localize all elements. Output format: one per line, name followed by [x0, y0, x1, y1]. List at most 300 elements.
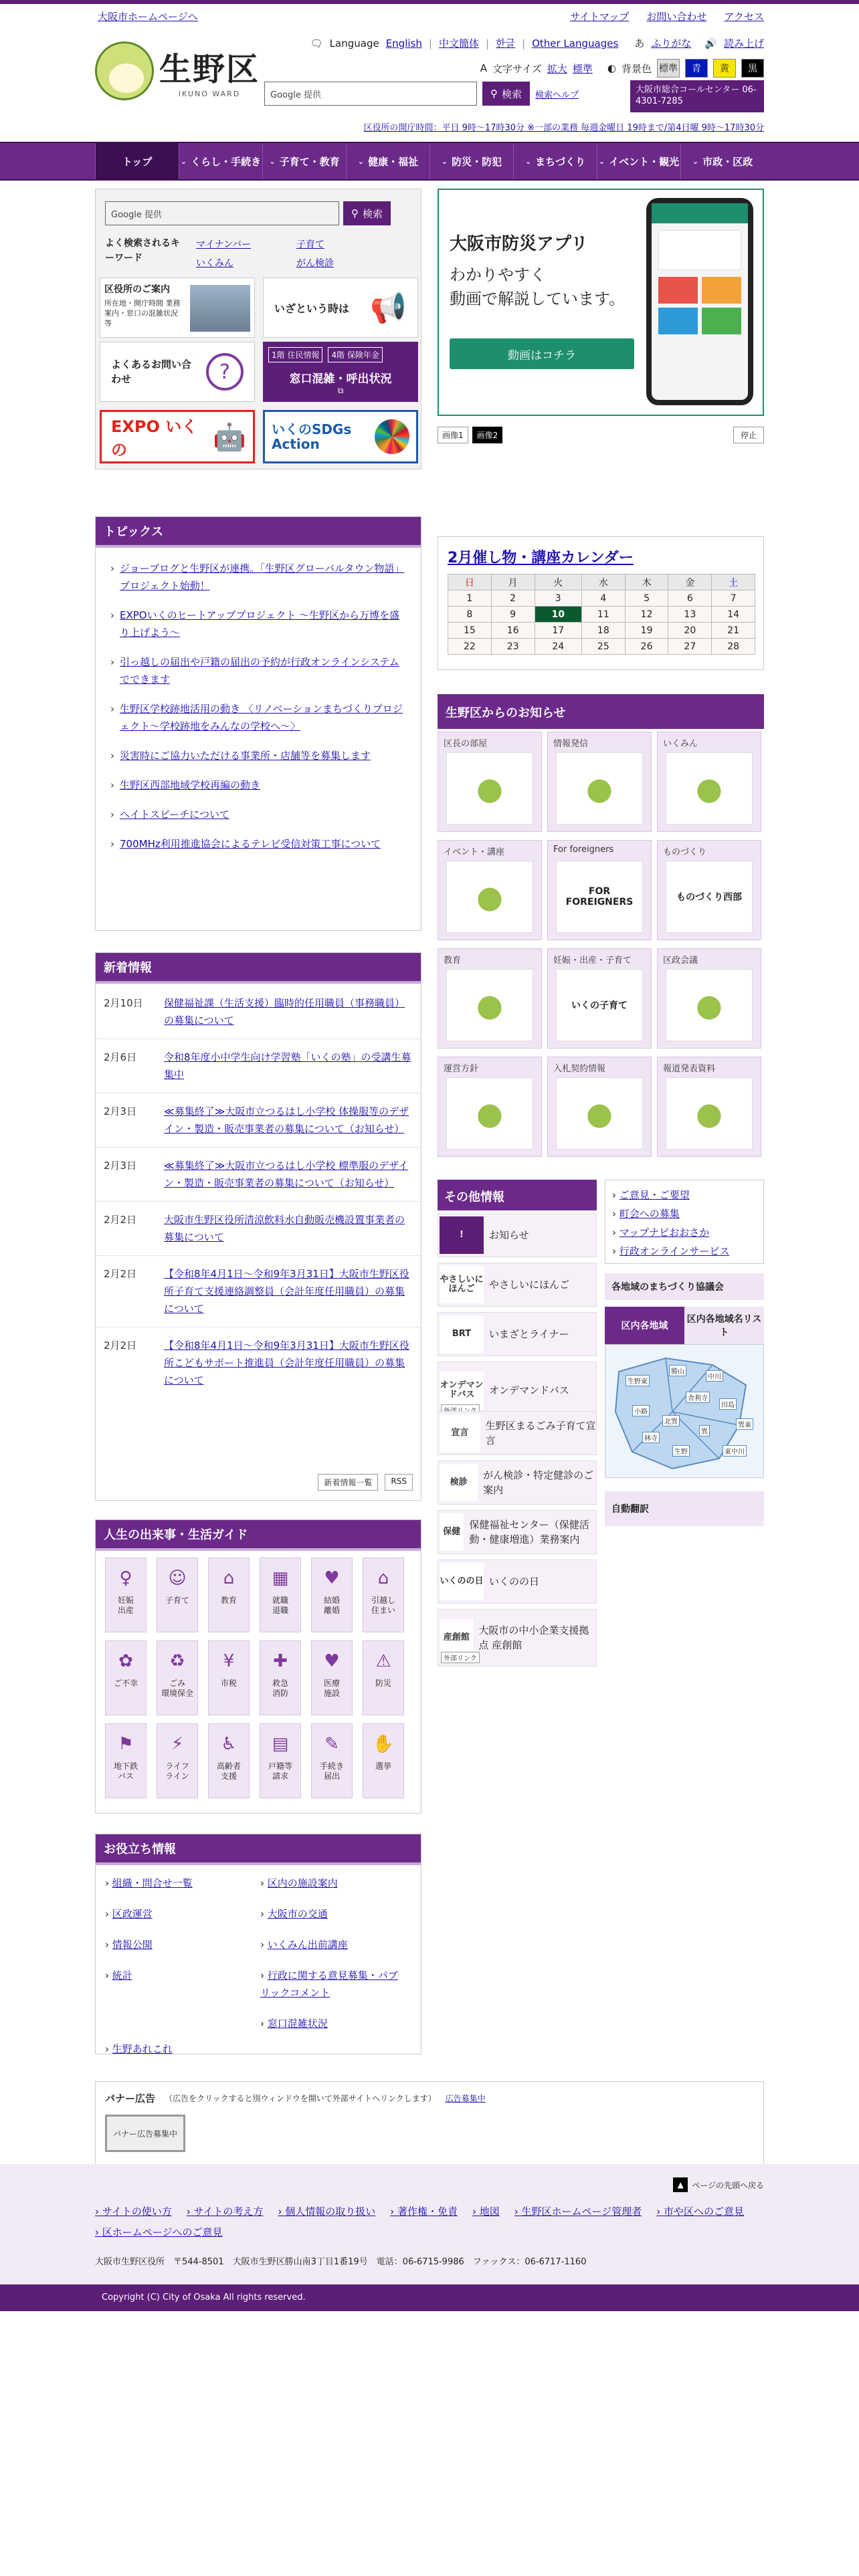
notice-tile[interactable]: [547, 840, 652, 940]
keyword-mynumber[interactable]: マイナンバー: [196, 239, 252, 250]
emergency-tile[interactable]: [263, 278, 418, 338]
council-heading: 各地域のまちづくり協議会: [605, 1273, 764, 1300]
calendar-day[interactable]: 10: [535, 607, 581, 623]
chevron-down-icon: ⌄: [269, 156, 276, 166]
calendar-day[interactable]: 21: [712, 623, 755, 639]
speaker-icon: 🔊: [704, 37, 717, 49]
life-guide-label: 戸籍等 請求: [268, 1761, 292, 1781]
bg-black-button[interactable]: 黒: [741, 59, 764, 78]
warning-icon: !: [440, 1216, 484, 1254]
news-date: 2月10日: [104, 997, 143, 1009]
calendar-day[interactable]: 6: [668, 591, 712, 607]
pregnancy-icon: ♀: [119, 1568, 132, 1588]
notice-tile[interactable]: [657, 732, 761, 832]
house-icon: ⌂: [377, 1568, 389, 1588]
calendar-day[interactable]: 7: [712, 591, 755, 607]
other-info-label: 大阪市の中小企業支援拠点 産創館: [478, 1624, 589, 1651]
region-map-label[interactable]: 巽東: [736, 1418, 753, 1430]
news-row: [96, 1256, 421, 1327]
site-header: [95, 28, 764, 142]
global-nav: [0, 142, 859, 181]
elderly-icon: ♿: [221, 1733, 237, 1754]
chevron-right-icon: ›: [105, 2043, 112, 2055]
expo-banner[interactable]: [100, 410, 255, 463]
notice-tile-image: いくの子育て: [556, 969, 643, 1041]
banner-ad-slot[interactable]: バナー広告募集中: [105, 2115, 185, 2152]
news-date: 2月2日: [104, 1214, 137, 1226]
slide-tab-1[interactable]: 画像1: [438, 427, 468, 443]
town-council-link[interactable]: 町会への募集: [619, 1208, 680, 1220]
useful-org-link[interactable]: 組織・問合せ一覧: [112, 1877, 193, 1889]
other-info-item[interactable]: [438, 1312, 597, 1356]
keyword-ikumin[interactable]: いくみん: [196, 258, 233, 269]
chevron-right-icon: ›: [260, 1969, 268, 1981]
video-button[interactable]: 動画はコチラ: [450, 338, 634, 369]
nav-top[interactable]: トップ: [95, 143, 179, 179]
life-guide-item[interactable]: [157, 1558, 198, 1632]
calendar-weekday: 月: [491, 574, 535, 591]
calendar-day[interactable]: 4: [581, 591, 625, 607]
notice-tile-label: イベント・講座: [444, 847, 505, 857]
life-guide-item[interactable]: [260, 1640, 301, 1715]
calendar-day[interactable]: 8: [448, 607, 492, 623]
region-map-label[interactable]: 勝山: [669, 1365, 686, 1376]
chevron-right-icon: ›: [260, 2018, 268, 2030]
useful-section: [95, 1834, 421, 2054]
life-guide-label: 結婚 離婚: [323, 1596, 340, 1615]
ikuno-day-icon: いくのの日: [440, 1563, 484, 1600]
notice-tile[interactable]: [438, 840, 542, 940]
region-map-label[interactable]: 林寺: [642, 1432, 660, 1443]
news-section: [95, 952, 421, 1501]
logo-subtitle: IKUNO WARD: [178, 90, 241, 98]
top-strip: [95, 4, 764, 28]
useful-stats-link[interactable]: 統計: [112, 1969, 132, 1981]
search-help-link[interactable]: 検索ヘルプ: [535, 90, 579, 100]
calendar-day[interactable]: 15: [448, 623, 492, 639]
megaphone-icon: 📢: [370, 291, 407, 325]
life-guide-item[interactable]: [105, 1640, 147, 1715]
chevron-right-icon: ›: [105, 1969, 112, 1981]
chevron-right-icon: ›: [612, 1245, 619, 1257]
news-date: 2月6日: [104, 1051, 137, 1063]
sdgs-wheel-icon: [375, 419, 409, 454]
topic-link-4[interactable]: 生野区学校跡地活用の動き 〈リノベーションまちづくりプロジェクト〜学校跡地をみんなの学校へ〜〉: [120, 703, 403, 732]
bg-yellow-button[interactable]: 黄: [713, 59, 736, 78]
life-guide-item[interactable]: [311, 1558, 353, 1632]
news-link[interactable]: 令和8年度小中学生向け学習塾「いくの塾」の受講生募集中: [164, 1051, 411, 1081]
site-footer: [0, 2164, 859, 2284]
header-search-input[interactable]: Google 提供: [264, 82, 477, 106]
footer-link[interactable]: › 市や区へのご意見: [656, 2206, 745, 2218]
news-row: [96, 1093, 421, 1148]
sdgs-banner-text: いくのSDGs Action: [272, 421, 352, 452]
other-info-list: [438, 1213, 597, 1761]
footer-link[interactable]: › サイトの使い方: [95, 2206, 172, 2218]
useful-ikuno-link[interactable]: 生野あれこれ: [112, 2043, 173, 2055]
notice-tile-label: 情報発信: [553, 739, 589, 749]
region-map-label[interactable]: 中川: [706, 1370, 723, 1382]
notice-tile[interactable]: [657, 840, 761, 940]
opinion-link[interactable]: ご意見・ご要望: [619, 1189, 690, 1201]
topic-link-8[interactable]: 700MHz利用推進協会によるテレビ受信対策工事について: [120, 838, 381, 850]
copyright-text: Copyright (C) City of Osaka All rights reserved.: [102, 2292, 306, 2302]
top-links: [570, 9, 764, 23]
life-guide-item[interactable]: [260, 1723, 301, 1798]
life-guide-label: 防災: [375, 1679, 391, 1688]
footer-link[interactable]: › 著作権・免責: [390, 2206, 458, 2218]
chevron-right-icon: ›: [612, 1189, 619, 1201]
calendar-day[interactable]: 18: [581, 623, 625, 639]
page-top-label: ページの先頭へ戻る: [692, 2180, 764, 2190]
life-guide-item[interactable]: [208, 1558, 250, 1632]
bg-standard-button[interactable]: 標準: [657, 59, 680, 78]
notice-tile[interactable]: [657, 948, 761, 1049]
news-row: [96, 1148, 421, 1202]
region-tab-list[interactable]: 区内各地域名リスト: [684, 1307, 764, 1344]
expo-banner-text: EXPO いくの: [111, 417, 198, 459]
footer-link[interactable]: › サイトの考え方: [186, 2206, 264, 2218]
cancer-check-icon: 検診: [440, 1464, 478, 1501]
nav-disaster[interactable]: [430, 143, 513, 179]
globe-icon: 🗨: [310, 37, 323, 49]
other-info-item[interactable]: [438, 1609, 597, 1667]
language-row: 🗨 Language English | 中文簡体 | 한글 | Other Languages あ ふりがな 🔊 読み上げ: [310, 37, 764, 49]
notice-tile-image: ●: [666, 969, 753, 1041]
calendar-day[interactable]: 27: [668, 639, 712, 655]
notice-tile[interactable]: [438, 948, 542, 1049]
notice-tile-label: 報道発表資料: [663, 1064, 716, 1074]
banner-recruit-link[interactable]: 広告募集中: [445, 2094, 486, 2103]
call-center-box[interactable]: 大阪市総合コールセンター 06-4301-7285: [630, 80, 764, 112]
calendar-day[interactable]: 12: [625, 607, 668, 623]
slide-tab-2[interactable]: 画像2: [472, 427, 503, 443]
online-service-link[interactable]: 行政オンラインサービス: [619, 1245, 730, 1257]
life-guide-item[interactable]: [208, 1640, 250, 1715]
bus-icon: BRT: [440, 1315, 484, 1353]
life-guide-item[interactable]: [311, 1723, 353, 1798]
notice-tile-label: 区長の部屋: [444, 739, 488, 749]
life-guide-item[interactable]: [311, 1640, 353, 1715]
life-guide-item[interactable]: [260, 1558, 301, 1632]
news-date: 2月3日: [104, 1160, 137, 1172]
life-guide-label: ごみ 環境保全: [161, 1679, 193, 1698]
notice-tile-image: ●: [446, 752, 533, 825]
procedure-icon: ✎: [324, 1733, 339, 1754]
nav-living[interactable]: [179, 143, 262, 179]
calendar-weekday: 土: [712, 574, 755, 591]
copyright-bar: [0, 2284, 859, 2311]
life-guide-item[interactable]: [157, 1723, 198, 1798]
register-icon: ▤: [272, 1733, 289, 1754]
school-icon: ⌂: [223, 1568, 235, 1588]
accessibility-row: [480, 59, 764, 78]
office-guide-tile[interactable]: [100, 278, 255, 338]
other-info-item[interactable]: [438, 1510, 597, 1554]
life-guide-item[interactable]: [208, 1723, 250, 1798]
other-info-item[interactable]: [438, 1560, 597, 1604]
contact-link[interactable]: お問い合わせ: [646, 10, 707, 23]
subway-icon: ⚑: [118, 1733, 134, 1754]
region-map-label[interactable]: 舎利寺: [686, 1392, 710, 1403]
font-size-icon: A: [480, 62, 488, 74]
site-logo[interactable]: [95, 41, 260, 100]
notice-tile-image: ●: [446, 969, 533, 1041]
news-row: [96, 1039, 421, 1093]
footer-link[interactable]: › 区ホームページへのご意見: [95, 2226, 223, 2238]
calendar-day[interactable]: 20: [668, 623, 712, 639]
calendar-day[interactable]: 14: [712, 607, 755, 623]
calendar-day[interactable]: 2: [491, 591, 535, 607]
region-map-label[interactable]: 巽: [699, 1425, 710, 1436]
life-guide-label: 医療 施設: [323, 1679, 340, 1698]
life-guide-item[interactable]: [363, 1723, 404, 1798]
font-size-label: 文字サイズ: [492, 62, 542, 75]
other-info-label: オンデマンドバス: [489, 1384, 569, 1396]
chevron-right-icon: ›: [260, 1877, 268, 1889]
useful-lecture-link[interactable]: いくみん出前講座: [267, 1939, 348, 1951]
keyword-cancer[interactable]: がん検診: [296, 258, 334, 269]
opening-hours-link[interactable]: 区役所の開庁時間：平日 9時～17時30分 ※一部の業務 毎週金曜日 19時まで/第4日曜 9時～17時30分: [363, 123, 764, 133]
region-map-label[interactable]: 北巽: [662, 1415, 680, 1426]
notice-tile[interactable]: [547, 1057, 652, 1157]
notice-tile-label: 教育: [444, 956, 462, 966]
nav-health[interactable]: [346, 143, 430, 179]
life-guide-label: 選挙: [375, 1761, 391, 1771]
news-link[interactable]: 保健福祉課（生活支援）臨時的任用職員（事務職員）の募集について: [164, 997, 405, 1027]
calendar-day[interactable]: 17: [535, 623, 581, 639]
notice-tile-label: 運営方針: [444, 1064, 479, 1074]
lang-chinese[interactable]: 中文簡体: [438, 37, 479, 49]
news-heading: 新着情報: [96, 953, 421, 981]
other-info-item[interactable]: [438, 1411, 597, 1455]
region-map-label[interactable]: 東中川: [723, 1445, 747, 1457]
notice-tile-label: ものづくり: [663, 847, 707, 857]
life-guide-label: ご不幸: [113, 1679, 138, 1688]
quick-search-input[interactable]: Google 提供: [105, 201, 339, 225]
chevron-right-icon: ›: [612, 1208, 619, 1220]
news-row: [96, 1202, 421, 1256]
other-info-item[interactable]: [438, 1213, 597, 1257]
topic-link-2[interactable]: EXPOいくのヒートアッププロジェクト ～生野区から万博を盛り上げよう～: [120, 609, 399, 639]
notice-tile[interactable]: [547, 732, 652, 832]
life-guide-grid: [96, 1548, 421, 1809]
osaka-home-link[interactable]: 大阪市ホームページへ: [98, 10, 198, 23]
external-window-icon: ⧉: [337, 386, 344, 395]
footer-link[interactable]: › 個人情報の取り扱い: [278, 2206, 376, 2218]
notice-tile-label: いくみん: [663, 739, 698, 749]
logo-title: 生野区: [159, 51, 260, 88]
emergency-icon: ✚: [273, 1650, 288, 1671]
region-map-label[interactable]: 田島: [719, 1398, 737, 1410]
life-guide-item[interactable]: [105, 1723, 147, 1798]
font-enlarge-link[interactable]: 拡大: [547, 62, 567, 75]
region-tab-map[interactable]: 区内各地域: [605, 1307, 684, 1344]
work-icon: ▦: [272, 1568, 289, 1588]
notice-tile-label: 入札契約情報: [553, 1064, 606, 1074]
useful-admin-link[interactable]: 区政運営: [112, 1908, 153, 1920]
quick-search-button[interactable]: [343, 201, 391, 225]
calendar-day[interactable]: 24: [535, 639, 581, 655]
calendar-day[interactable]: 16: [491, 623, 535, 639]
life-guide-item[interactable]: [363, 1640, 404, 1715]
ondemand-bus-icon: オンデマンドバス: [440, 1372, 484, 1409]
slide-stop-button[interactable]: 停止: [733, 427, 764, 443]
life-guide-label: 市税: [220, 1679, 237, 1688]
quick-panel: [95, 189, 421, 469]
access-link[interactable]: アクセス: [724, 10, 764, 23]
banner-ad-title: バナー広告: [105, 2092, 156, 2105]
calendar-day[interactable]: 9: [491, 607, 535, 623]
emergency-label: いざという時は: [274, 302, 350, 315]
notice-tile-image: ●: [446, 861, 533, 933]
congestion-tile[interactable]: [263, 342, 418, 402]
nav-childcare-label: 子育て・教育: [279, 155, 340, 168]
region-map-label[interactable]: 小路: [632, 1405, 650, 1416]
keyword-childcare[interactable]: 子育て: [296, 239, 324, 250]
notice-tile-label: 区政会議: [663, 956, 698, 966]
expo-mascot-icon: 🤖: [213, 421, 246, 453]
topic-link-1[interactable]: ジョーブログと生野区が連携。「生野区グローバルタウン物語」プロジェクト始動！: [120, 562, 405, 592]
life-guide-label: 妊娠 出産: [117, 1596, 134, 1615]
life-guide-label: 救急 消防: [272, 1679, 288, 1698]
read-aloud-link[interactable]: 読み上げ: [723, 37, 764, 49]
useful-congestion-link[interactable]: 窓口混雑状況: [267, 2018, 328, 2030]
sdgs-banner[interactable]: [263, 410, 418, 463]
notice-tile[interactable]: [657, 1057, 761, 1157]
lang-other[interactable]: Other Languages: [532, 37, 619, 49]
news-link[interactable]: 【令和8年4月1日～令和9年3月31日】大阪市生野区役所子育て支援連絡調整員（会計年度任用職員）の募集について: [164, 1268, 409, 1315]
calendar-day[interactable]: 23: [491, 639, 535, 655]
calendar-day[interactable]: 26: [625, 639, 668, 655]
office-guide-desc: 所在地・開庁時間 業務案内・窓口の混雑状況等: [104, 299, 181, 328]
map-navi-link[interactable]: マップナビおおさか: [619, 1226, 710, 1239]
calendar-day[interactable]: 5: [625, 591, 668, 607]
life-guide-label: 手続き 届出: [319, 1761, 344, 1781]
notice-tile-image: ●: [446, 1077, 533, 1150]
life-guide-item[interactable]: [105, 1558, 147, 1632]
nav-town[interactable]: [513, 143, 597, 179]
lang-english[interactable]: English: [385, 37, 422, 49]
nav-govt[interactable]: [680, 143, 764, 179]
other-info-item[interactable]: [438, 1263, 597, 1307]
arrow-up-icon: ▲: [673, 2177, 688, 2192]
notice-tile[interactable]: [547, 948, 652, 1049]
life-guide-item[interactable]: [157, 1640, 198, 1715]
lang-korean[interactable]: 한글: [496, 37, 515, 49]
topics-heading: トピックス: [96, 517, 421, 545]
header-search-button[interactable]: [482, 82, 530, 106]
counter1-label: 1階 住民情報: [268, 347, 322, 362]
topic-link-5[interactable]: 災害時にご協力いただける事業所・店舗等を募集します: [120, 750, 371, 762]
useful-disclosure-link[interactable]: 情報公開: [112, 1939, 153, 1951]
banner-ad-note: （広告をクリックすると別ウィンドウを開いて外部サイトへリンクします）: [165, 2094, 436, 2103]
notice-tile-image: ●: [556, 1077, 643, 1150]
nav-living-label: くらし・手続き: [191, 155, 262, 168]
useful-comment-link[interactable]: 行政に関する意見募集・パブリックコメント: [260, 1969, 398, 1999]
page-top-link[interactable]: [673, 2177, 764, 2192]
tax-icon: ¥: [223, 1650, 235, 1671]
rss-button[interactable]: RSS: [385, 1474, 413, 1491]
footer-link[interactable]: › 生野区ホームページ管理者: [514, 2206, 642, 2218]
header-search: [264, 82, 579, 106]
faq-tile[interactable]: [100, 342, 255, 402]
chevron-right-icon: ›: [105, 1877, 112, 1889]
chevron-down-icon: ⌄: [692, 156, 699, 166]
useful-transport-link[interactable]: 大阪市の交通: [267, 1908, 328, 1920]
other-info-item[interactable]: [438, 1461, 597, 1505]
notice-tile-label: 妊娠・出産・子育て: [553, 956, 632, 966]
topic-link-6[interactable]: 生野区西部地域学校再編の動き: [120, 779, 261, 791]
calendar-day[interactable]: 11: [581, 607, 625, 623]
office-building-image: [190, 285, 250, 332]
calendar-day[interactable]: 13: [668, 607, 712, 623]
chevron-right-icon: ›: [105, 1939, 112, 1951]
life-guide-item[interactable]: [363, 1558, 404, 1632]
footer-link[interactable]: › 地図: [472, 2206, 500, 2218]
region-map-label[interactable]: 生野東: [626, 1375, 650, 1386]
calendar-day[interactable]: 28: [712, 639, 755, 655]
life-guide-label: ライフ ライン: [165, 1761, 189, 1781]
life-guide-heading: 人生の出来事・生活ガイド: [96, 1520, 421, 1548]
calendar-day[interactable]: 1: [448, 591, 492, 607]
banner-ad-section: [95, 2081, 764, 2168]
phone-mockup-image: [646, 198, 753, 405]
other-info-label: いまざとライナー: [489, 1328, 569, 1340]
app-line2: 動画で解説しています。: [450, 290, 626, 308]
other-links-box: [605, 1180, 764, 1264]
sitemap-link[interactable]: サイトマップ: [570, 10, 630, 23]
region-map-label[interactable]: 生野: [672, 1445, 690, 1457]
life-guide-section: [95, 1519, 421, 1814]
calendar-day[interactable]: 22: [448, 639, 492, 655]
quick-search-button-label: 検索: [363, 207, 383, 220]
slideshow: [438, 189, 764, 416]
calendar-day[interactable]: 19: [625, 623, 668, 639]
furigana-link[interactable]: ふりがな: [651, 37, 692, 49]
news-date: 2月3日: [104, 1105, 137, 1117]
notices-grid: [438, 732, 764, 1160]
nav-events[interactable]: [597, 143, 680, 179]
news-link[interactable]: 【令和8年4月1日～令和9年3月31日】大阪市生野区役所こどもサポート推進員（会計年度任用職員）の募集について: [164, 1339, 409, 1386]
election-icon: ✋: [372, 1733, 395, 1754]
marriage-icon: ♥: [324, 1568, 340, 1588]
life-guide-label: 子育て: [165, 1596, 189, 1605]
event-calendar: [438, 536, 764, 670]
font-standard-link[interactable]: 標準: [572, 62, 593, 75]
nav-childcare[interactable]: [262, 143, 346, 179]
nav-events-label: イベント・観光: [609, 155, 680, 168]
calendar-day[interactable]: 25: [581, 639, 625, 655]
news-list-button[interactable]: 新着情報一覧: [318, 1474, 378, 1491]
chevron-down-icon: ⌄: [441, 156, 448, 166]
topic-link-7[interactable]: ヘイトスピーチについて: [120, 809, 229, 821]
bg-blue-button[interactable]: 青: [685, 59, 708, 78]
notice-tile-label: For foreigners: [553, 845, 614, 855]
other-info-label: 生野区まるごみ子育て宣言: [485, 1420, 596, 1446]
useful-facilities-link[interactable]: 区内の施設案内: [267, 1877, 338, 1889]
medical-icon: ♥: [324, 1650, 340, 1671]
news-link[interactable]: ≪募集終了≫大阪市立つるはし小学校 標準服のデザイン・製造・販売事業者の募集について（お知らせ）: [164, 1160, 409, 1189]
news-link[interactable]: 大阪市生野区役所清涼飲料水自動販売機設置事業者の募集について: [164, 1214, 405, 1243]
news-link[interactable]: ≪募集終了≫大阪市立つるはし小学校 体操服等のデザイン・製造・販売事業者の募集について（お知らせ）: [164, 1105, 409, 1135]
calendar-title-link[interactable]: 2月催し物・講座カレンダー: [448, 550, 634, 566]
calendar-day[interactable]: 3: [535, 591, 581, 607]
topic-link-3[interactable]: 引っ越しの届出や戸籍の届出の予約が行政オンラインシステムでできます: [120, 656, 399, 685]
notice-tile[interactable]: [438, 732, 542, 832]
notice-tile[interactable]: [438, 1057, 542, 1157]
lifeline-icon: ⚡: [171, 1733, 184, 1754]
